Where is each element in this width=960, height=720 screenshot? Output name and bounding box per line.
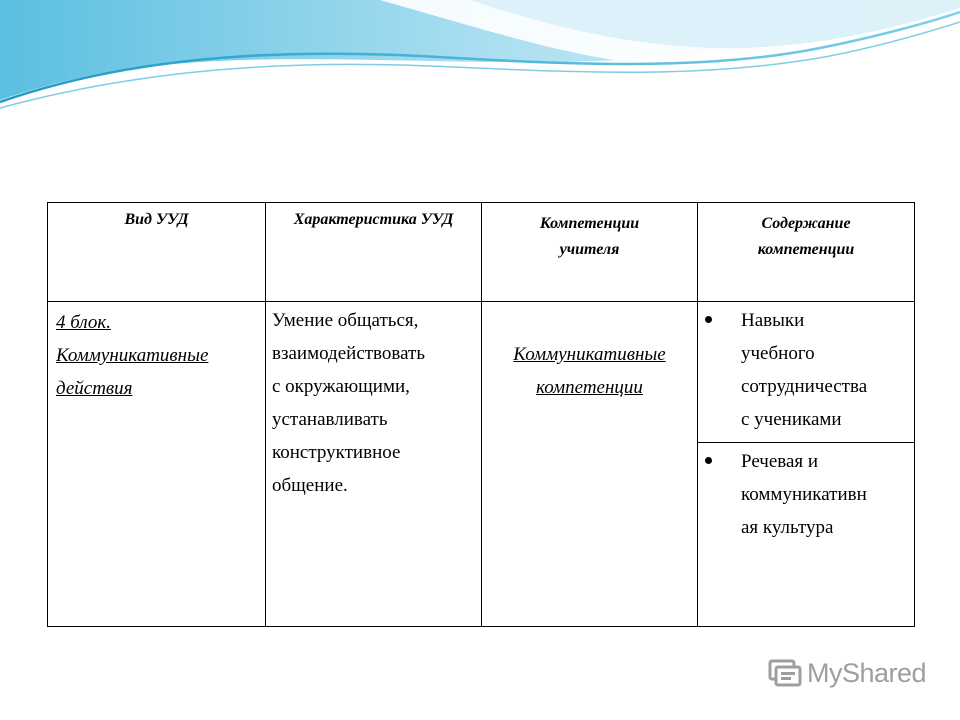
content-item-2-line-3: ая культура (741, 517, 834, 538)
characteristic-line-3: с окружающими, (272, 376, 410, 397)
header-cell-content (698, 203, 915, 302)
content-item-2-line-1: Речевая и (741, 451, 819, 472)
header-wave-decoration (0, 0, 960, 130)
header-characteristic-label: Характеристика УУД (293, 211, 454, 228)
content-item-1-line-1: Навыки (741, 310, 805, 331)
uud-type-line-3: действия (56, 378, 133, 399)
competency-line-2: компетенции (536, 377, 643, 398)
bullet-icon (705, 457, 712, 464)
table-header-row (48, 203, 915, 302)
header-cell-characteristic (266, 203, 482, 302)
content-item-1-line-3: сотрудничества (741, 376, 868, 397)
uud-table (47, 202, 915, 627)
uud-type-line-2: Коммуникативные (56, 345, 209, 366)
characteristic-line-1: Умение общаться, (272, 310, 419, 331)
characteristic-line-5: конструктивное (272, 442, 401, 463)
characteristic-line-2: взаимодействовать (272, 343, 426, 364)
cell-competency (482, 302, 698, 627)
myshared-logo-text: MyShared (807, 658, 927, 688)
bullet-icon (705, 316, 712, 323)
myshared-logo-icon (767, 657, 803, 693)
uud-type-line-1: 4 блок. (56, 312, 111, 333)
characteristic-line-4: устанавливать (272, 409, 388, 430)
content-item-2-line-2: коммуникативн (741, 484, 867, 505)
header-type-label: Вид УУД (124, 211, 189, 228)
content-item-1-line-2: учебного (741, 343, 815, 364)
table-row (48, 302, 915, 443)
competency-line-1: Коммуникативные (513, 344, 666, 365)
cell-uud-type (48, 302, 266, 627)
cell-content-item-1 (698, 302, 915, 443)
myshared-watermark (767, 655, 927, 695)
header-cell-competency (482, 203, 698, 302)
header-competency-label: Компетенции учителя (539, 215, 640, 258)
cell-characteristic (266, 302, 482, 627)
content-item-1-line-4: с учениками (741, 409, 842, 430)
characteristic-line-6: общение. (272, 475, 348, 496)
header-content-label: Содержание компетенции (757, 215, 855, 258)
cell-content-item-2 (698, 443, 915, 627)
header-cell-type (48, 203, 266, 302)
